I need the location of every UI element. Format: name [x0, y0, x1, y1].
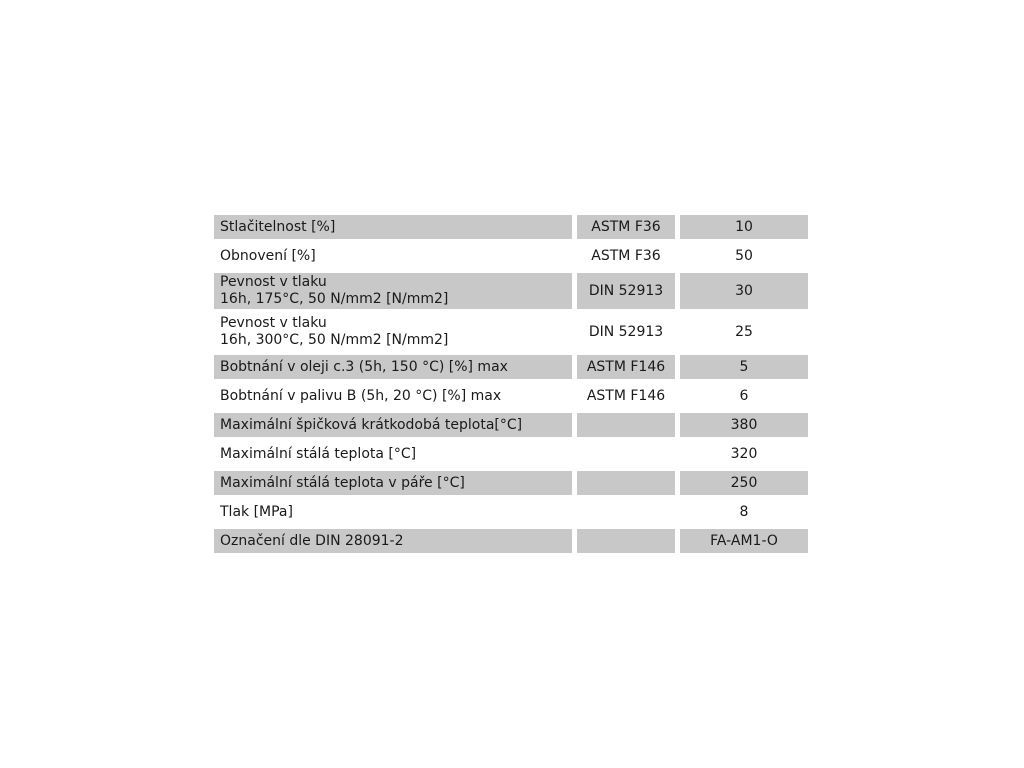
value-cell: 6 [680, 384, 808, 408]
standard-cell [577, 471, 675, 495]
property-label: Bobtnání v palivu B (5h, 20 °C) [%] max [220, 387, 502, 404]
property-label: Maximální špičková krátkodobá teplota[°C] [220, 416, 523, 433]
property-sublabel: 16h, 300°C, 50 N/mm2 [N/mm2] [220, 332, 449, 348]
value-cell: 25 [680, 314, 808, 350]
property-cell [214, 244, 572, 268]
property-cell [214, 273, 572, 309]
property-label: Pevnost v tlaku [220, 315, 327, 331]
value-cell: 50 [680, 244, 808, 268]
standard-cell: ASTM F146 [577, 355, 675, 379]
property-cell [214, 413, 572, 437]
property-cell [214, 355, 572, 379]
table-row [214, 500, 808, 524]
property-label: Bobtnání v oleji c.3 (5h, 150 °C) [%] max [220, 358, 508, 375]
standard-cell [577, 500, 675, 524]
value-cell: FA-AM1-O [680, 529, 808, 553]
property-label: Obnovení [%] [220, 247, 316, 264]
property-cell [214, 471, 572, 495]
standard-cell: ASTM F36 [577, 215, 675, 239]
property-cell [214, 529, 572, 553]
value-cell: 8 [680, 500, 808, 524]
value-cell: 380 [680, 413, 808, 437]
table-row [214, 442, 808, 466]
table-row [214, 413, 808, 437]
standard-cell [577, 529, 675, 553]
table-row [214, 273, 808, 309]
property-cell [214, 384, 572, 408]
property-cell [214, 442, 572, 466]
table-row [214, 244, 808, 268]
standard-cell: ASTM F36 [577, 244, 675, 268]
property-label: Maximální stálá teplota v páře [°C] [220, 474, 465, 491]
standard-cell [577, 442, 675, 466]
table-row [214, 314, 808, 350]
property-label: Maximální stálá teplota [°C] [220, 445, 417, 462]
property-label: Pevnost v tlaku [220, 274, 327, 290]
value-cell: 5 [680, 355, 808, 379]
property-sublabel: 16h, 175°C, 50 N/mm2 [N/mm2] [220, 291, 449, 307]
value-cell: 30 [680, 273, 808, 309]
table-row [214, 471, 808, 495]
value-cell: 10 [680, 215, 808, 239]
table-row [214, 529, 808, 553]
property-cell [214, 314, 572, 350]
value-cell: 250 [680, 471, 808, 495]
property-cell [214, 215, 572, 239]
table-row [214, 215, 808, 239]
standard-cell: ASTM F146 [577, 384, 675, 408]
value-cell: 320 [680, 442, 808, 466]
property-cell [214, 500, 572, 524]
table-row [214, 355, 808, 379]
property-label: Označení dle DIN 28091-2 [220, 532, 404, 549]
standard-cell: DIN 52913 [577, 314, 675, 350]
table-row [214, 384, 808, 408]
standard-cell: DIN 52913 [577, 273, 675, 309]
property-label: Tlak [MPa] [220, 503, 293, 520]
spec-table [214, 215, 808, 558]
property-label: Stlačitelnost [%] [220, 218, 336, 235]
standard-cell [577, 413, 675, 437]
